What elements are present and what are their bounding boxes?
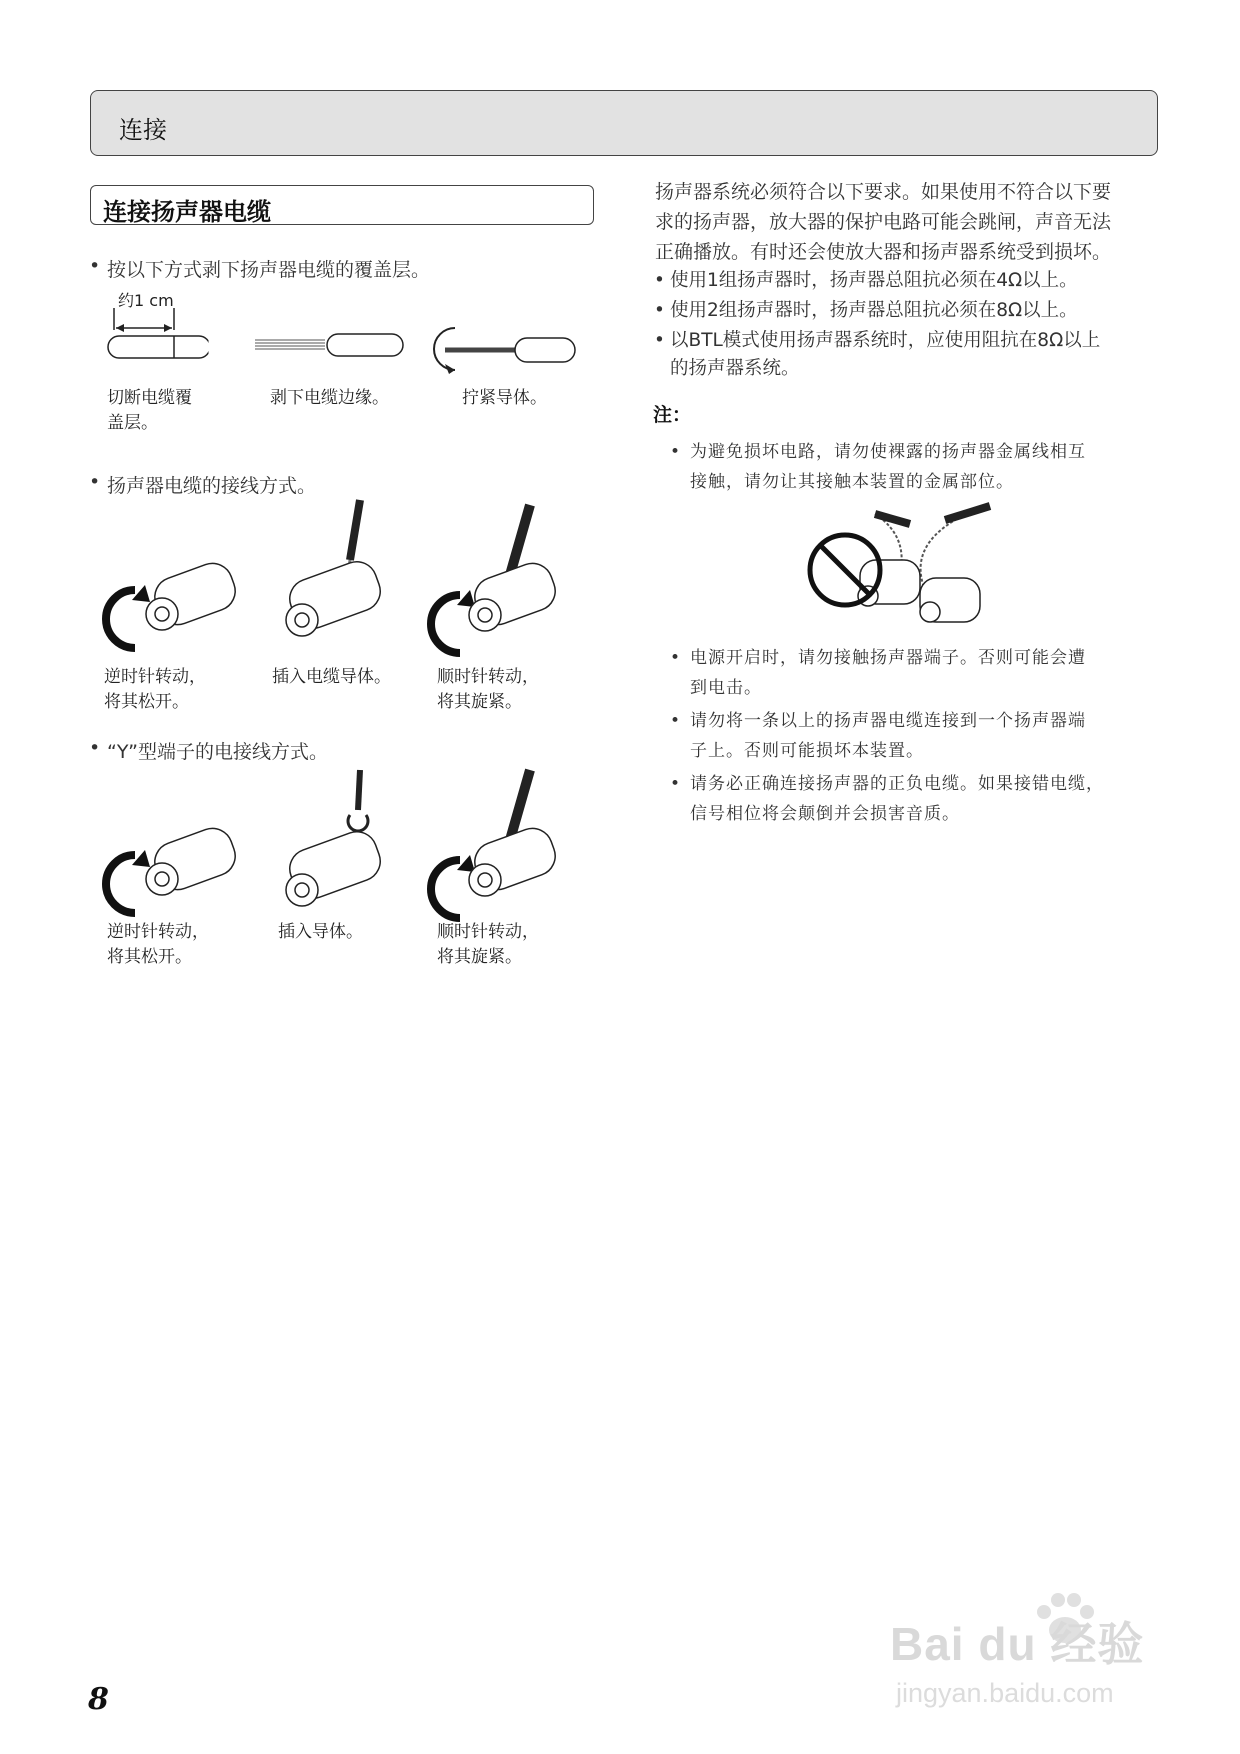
bullet-y-terminal: • “Y”型端子的电接线方式。 xyxy=(89,737,328,763)
twist-conductor-illustration xyxy=(425,320,575,380)
measure-label: 约1 cm xyxy=(118,291,174,310)
strip-caption-1b: 盖层。 xyxy=(107,413,158,433)
wire-caption-2: 插入电缆导体。 xyxy=(272,667,391,687)
y-terminal-tighten-illustration xyxy=(430,770,580,920)
note-4-line-2: 信号相位将会颠倒并会损害音质。 xyxy=(690,804,960,824)
header-title: 连接 xyxy=(119,116,167,144)
section-title: 连接扬声器电缆 xyxy=(103,198,271,226)
note-text: 电源开启时，请勿接触扬声器端子。否则可能会遭 xyxy=(690,648,1086,668)
wire-caption-1b: 将其松开。 xyxy=(104,692,189,712)
impedance-bullet-2: • 使用2组扬声器时，扬声器总阻抗必须在8Ω以上。 xyxy=(654,300,1078,321)
y-caption-1b: 将其松开。 xyxy=(107,947,192,967)
section-header xyxy=(90,90,1158,156)
watermark xyxy=(880,1600,1170,1730)
y-terminal-loosen-illustration xyxy=(100,795,250,920)
requirements-para-2: 求的扬声器，放大器的保护电路可能会跳闸，声音无法 xyxy=(655,211,1112,233)
note-text: 请务必正确连接扬声器的正负电缆。如果接错电缆， xyxy=(690,774,1104,794)
impedance-bullet-1: • 使用1组扬声器时，扬声器总阻抗必须在4Ω以上。 xyxy=(654,270,1078,291)
bullet-text: 使用2组扬声器时，扬声器总阻抗必须在8Ω以上。 xyxy=(670,300,1078,321)
requirements-para-1: 扬声器系统必须符合以下要求。如果使用不符合以下要 xyxy=(655,181,1112,203)
bullet-text: “Y”型端子的电接线方式。 xyxy=(107,741,328,763)
terminal-tighten-illustration xyxy=(430,505,580,655)
bullet-text: 按以下方式剥下扬声器电缆的覆盖层。 xyxy=(107,259,431,281)
note-4-line-1: • 请务必正确连接扬声器的正负电缆。如果接错电缆， xyxy=(670,774,1104,794)
requirements-para-3: 正确播放。有时还会使放大器和扬声器系统受到损坏。 xyxy=(655,241,1112,263)
y-caption-2: 插入导体。 xyxy=(278,922,363,942)
strip-caption-2: 剥下电缆边缘。 xyxy=(270,388,389,408)
page-number: 8 xyxy=(88,1682,109,1717)
insert-conductor-illustration xyxy=(270,500,420,650)
strip-caption-1a: 切断电缆覆 xyxy=(107,388,192,408)
wire-caption-3b: 将其旋紧。 xyxy=(437,692,522,712)
note-text: 请勿将一条以上的扬声器电缆连接到一个扬声器端 xyxy=(690,711,1086,731)
note-1-line-1: • 为避免损坏电路，请勿使裸露的扬声器金属线相互 xyxy=(670,442,1086,462)
section-title-box xyxy=(90,185,594,225)
bullet-text: 以BTL模式使用扬声器系统时，应使用阻抗在8Ω以上 xyxy=(670,330,1101,351)
note-2-line-2: 到电击。 xyxy=(690,678,762,698)
wire-caption-3a: 顺时针转动， xyxy=(437,667,539,687)
strip-caption-3: 拧紧导体。 xyxy=(462,388,547,408)
bullet-text: 使用1组扬声器时，扬声器总阻抗必须在4Ω以上。 xyxy=(670,270,1078,291)
bullet-text: 扬声器电缆的接线方式。 xyxy=(107,475,317,497)
terminal-loosen-illustration xyxy=(100,530,250,655)
cable-cut-illustration xyxy=(100,300,220,370)
note-3-line-2: 子上。否则可能损坏本装置。 xyxy=(690,741,924,761)
y-caption-3b: 将其旋紧。 xyxy=(437,947,522,967)
impedance-bullet-3-cont: 的扬声器系统。 xyxy=(670,358,800,379)
prohibited-contact-illustration xyxy=(805,500,1005,630)
watermark-brand: Bai du 经验 xyxy=(890,1618,1145,1670)
watermark-url: jingyan.baidu.com xyxy=(896,1678,1114,1708)
wire-caption-1a: 逆时针转动， xyxy=(104,667,206,687)
note-1-line-2: 接触，请勿让其接触本装置的金属部位。 xyxy=(690,472,1014,492)
impedance-bullet-3: • 以BTL模式使用扬声器系统时，应使用阻抗在8Ω以上 xyxy=(654,330,1101,351)
cable-strip-illustration xyxy=(255,330,405,370)
note-2-line-1: • 电源开启时，请勿接触扬声器端子。否则可能会遭 xyxy=(670,648,1086,668)
y-caption-3a: 顺时针转动， xyxy=(437,922,539,942)
note-heading: 注： xyxy=(653,404,692,426)
note-3-line-1: • 请勿将一条以上的扬声器电缆连接到一个扬声器端 xyxy=(670,711,1086,731)
y-terminal-insert-illustration xyxy=(270,770,420,920)
bullet-strip-cable: • 按以下方式剥下扬声器电缆的覆盖层。 xyxy=(89,255,431,281)
y-caption-1a: 逆时针转动， xyxy=(107,922,209,942)
bullet-wiring-method: • 扬声器电缆的接线方式。 xyxy=(89,471,317,497)
note-text: 为避免损坏电路，请勿使裸露的扬声器金属线相互 xyxy=(690,442,1086,462)
